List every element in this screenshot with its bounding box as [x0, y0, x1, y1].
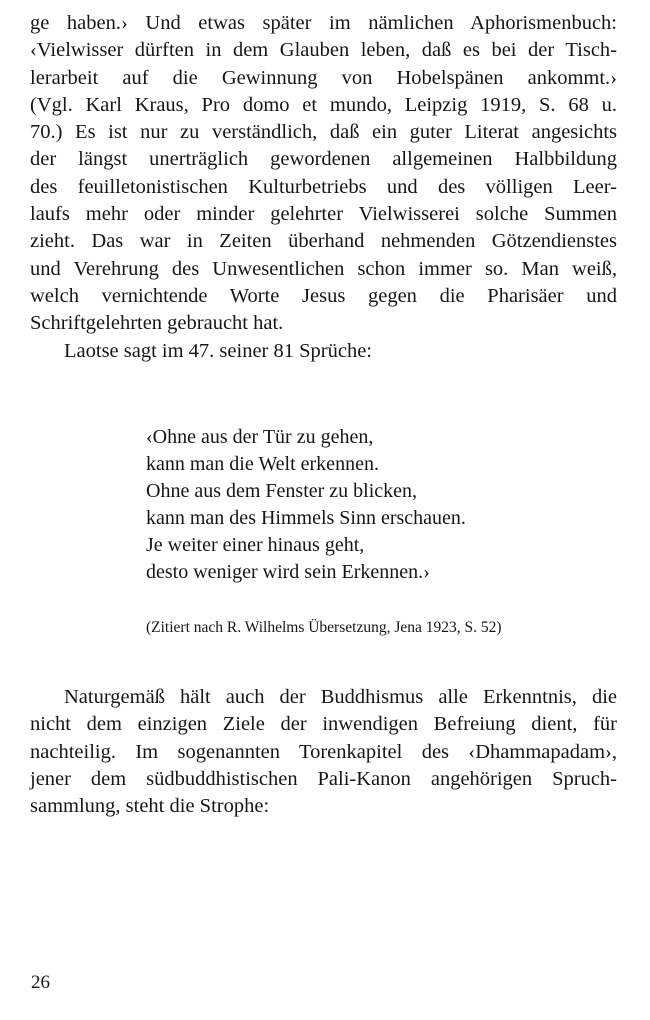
- text-line: Naturgemäß hält auch der Buddhismus alle Erkenntnis, die: [64, 686, 617, 708]
- text-line: der längst unerträglich gewordenen allgemeinen Halbbildung: [30, 148, 617, 171]
- paragraph-2: [30, 684, 617, 820]
- intro-line: Laotse sagt im 47. seiner 81 Sprüche:: [64, 339, 373, 362]
- laotse-verse: [146, 424, 566, 586]
- text-line: welch vernichtende Worte Jesus gegen die Pharisäer und: [30, 284, 617, 307]
- text-line: jener dem südbuddhistischen Pali-Kanon angehörigen Spruch-: [30, 767, 617, 790]
- verse-line: Ohne aus dem Fenster zu blicken,: [146, 480, 418, 502]
- paragraph-1: [30, 10, 617, 365]
- verse-line: Je weiter einer hinaus geht,: [146, 534, 365, 556]
- page-number: 26: [31, 972, 50, 993]
- verse-line: kann man des Himmels Sinn erschauen.: [146, 507, 466, 529]
- text-line: (Vgl. Karl Kraus, Pro domo et mundo, Leipzig 1919, S. 68 u.: [30, 93, 617, 116]
- text-line: laufs mehr oder minder gelehrter Vielwisserei solche Summen: [30, 203, 617, 226]
- text-line: des feuilletonistischen Kulturbetriebs und des völligen Leer-: [30, 175, 617, 198]
- text-line: ge haben.› Und etwas später im nämlichen Aphorismenbuch:: [30, 12, 617, 34]
- text-line: sammlung, steht die Strophe:: [30, 795, 270, 818]
- text-line: Schriftgelehrten gebraucht hat.: [30, 312, 284, 335]
- text-line: lerarbeit auf die Gewinnung von Hobelspänen ankommt.›: [30, 66, 617, 89]
- text-line: zieht. Das war in Zeiten überhand nehmenden Götzendienstes: [30, 230, 617, 253]
- text-line: und Verehrung des Unwesentlichen schon immer so. Man weiß,: [30, 257, 617, 280]
- verse-line: desto weniger wird sein Erkennen.›: [146, 561, 430, 583]
- verse-line: ‹Ohne aus der Tür zu gehen,: [146, 426, 374, 448]
- verse-line: kann man die Welt erkennen.: [146, 453, 379, 475]
- text-line: nachteilig. Im sogenannten Torenkapitel des ‹Dhammapadam›,: [30, 740, 617, 763]
- text-line: ‹Vielwisser dürften in dem Glauben leben, daß es bei der Tisch-: [30, 39, 617, 62]
- text-line: 70.) Es ist nur zu verständlich, daß ein guter Literat angesichts: [30, 121, 617, 144]
- verse-citation: (Zitiert nach R. Wilhelms Übersetzung, Jena 1923, S. 52): [146, 619, 502, 636]
- text-line: nicht dem einzigen Ziele der inwendigen Befreiung dient, für: [30, 713, 617, 736]
